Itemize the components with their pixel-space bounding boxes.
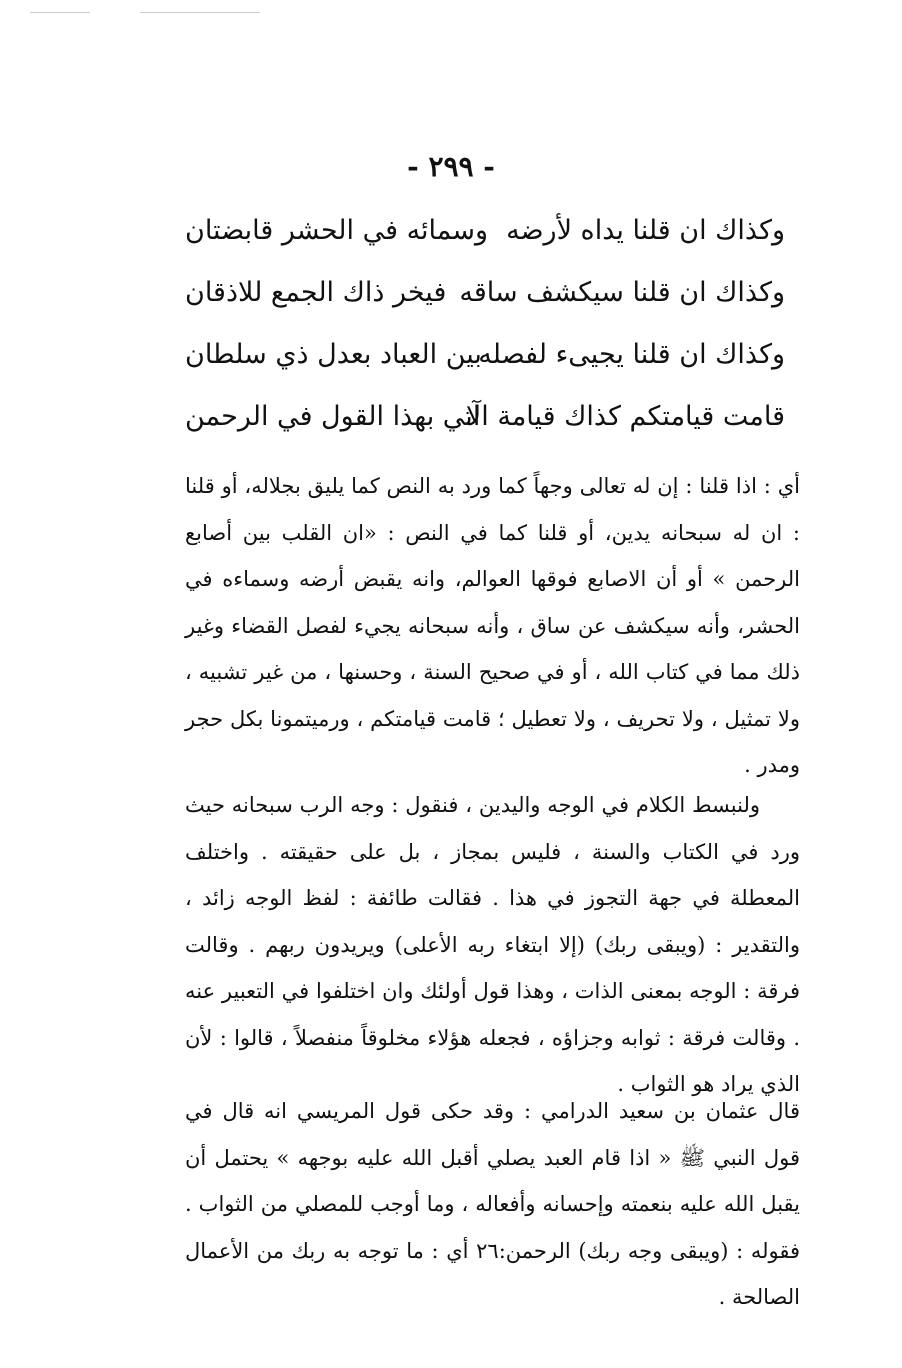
page-number: - ٢٩٩ - — [407, 150, 495, 183]
paragraph-text: قال عثمان بن سعيد الدرامي : وقد حكى قول المريسي انه قال في قول النبي ﷺ « اذا قام العبد يصلي أقبل الله عليه بوجهه » يحتمل أن يقبل الله عليه بنعمته وإحسانه وأفعاله ، وما أوجب للمصلي من الثواب . فقوله : (ويبقى وجه ربك) الرحمن:٢٦ أي : ما توجه به ربك من الأعمال الصالحة . — [185, 1099, 800, 1309]
poem-line — [185, 205, 785, 267]
paragraph-text: أي : اذا قلنا : إن له تعالى وجهاً كما ورد به النص كما يليق بجلاله، أو قلنا : ان له سبحانه يدين، أو قلنا كما في النص : «ان القلب بين أصابع الرحمن » أو أن الاصابع فوقها العوالم، وانه يقبض أرضه وسماءه في الحشر، وأنه سيكشف عن ساق ، وأنه سبحانه يجيء لفصل القضاء وغير ذلك مما في كتاب الله ، أو في صحيح السنة ، وحسنها ، من غير تشبيه ، ولا تمثيل ، ولا تحريف ، ولا تعطيل ؛ قامت قيامتكم ، ورميتمونا بكل حجر ومدر . — [185, 474, 800, 777]
scan-artifact — [30, 12, 90, 13]
poem-line — [185, 267, 785, 329]
poem-line — [185, 329, 785, 391]
poem-hemistich-second: بين العباد بعدل ذي سلطان — [185, 339, 482, 370]
discussion-paragraph — [185, 782, 800, 1108]
commentary-paragraph — [185, 463, 800, 789]
poem-hemistich-second: فيخر ذاك الجمع للاذقان — [185, 277, 447, 308]
paragraph-text: ولنبسط الكلام في الوجه واليدين ، فنقول : وجه الرب سبحانه حيث ورد في الكتاب والسنة ، فليس بمجاز ، بل على حقيقته . واختلف المعطلة في جهة التجوز في هذا . فقالت طائفة : لفظ الوجه زائد ، والتقدير : (ويبقى ربك) (إلا ابتغاء ربه الأعلى) ويريدون ربهم . وقالت فرقة : الوجه بمعنى الذات ، وهذا قول أولئك وان اختلفوا في التعبير عنه . وقالت فرقة : ثوابه وجزاؤه ، فجعله هؤلاء مخلوقاً منفصلاً ، قالوا : لأن الذي يراد هو الثواب . — [185, 793, 800, 1096]
poem-hemistich-second: وسمائه في الحشر قابضتان — [185, 215, 489, 246]
poem-hemistich-first: قامت قيامتكم كذاك قيامة الا — [465, 401, 785, 432]
poem-hemistich-second: آتي بهذا القول في الرحمن — [185, 401, 481, 432]
poem-hemistich-first: وكذاك ان قلنا يداه لأرضه — [506, 215, 785, 246]
quotation-paragraph — [185, 1088, 800, 1321]
poem-line — [185, 391, 785, 453]
poem-hemistich-first: وكذاك ان قلنا سيكشف ساقه — [459, 277, 785, 308]
scan-artifact — [140, 12, 260, 13]
poem — [185, 205, 785, 453]
poem-hemistich-first: وكذاك ان قلنا يجيىء لفصله — [478, 339, 785, 370]
